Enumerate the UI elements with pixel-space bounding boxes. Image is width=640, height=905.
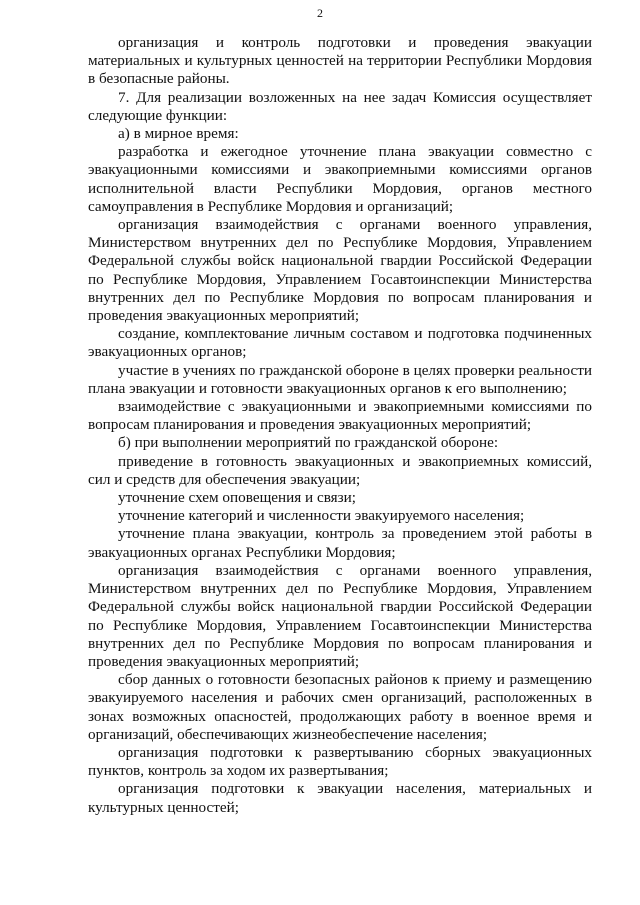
paragraph: организация подготовки к развертыванию сборных эвакуационных пунктов, контроль за ходом их развертывания; [88,743,592,780]
paragraph: организация подготовки к эвакуации населения, материальных и культурных ценностей; [88,780,592,816]
document-body [88,34,592,817]
paragraph: 7. Для реализации возложенных на нее задач Комиссия осуществляет следующие функции: [88,88,592,124]
paragraph: уточнение схем оповещения и связи; [118,489,357,507]
paragraph: взаимодействие с эвакуационными и эвакоприемными комиссиями по вопросам планирования и проведения эвакуационных мероприятий; [88,398,592,434]
paragraph: организация взаимодействия с органами военного управления, Министерством внутренних дел по Республике Мордовия, Управлением Федеральной службы войск национальной гвардии Российской Федерации по Республике Мордовия, Управлением Госавтоинспекции Министерства внутренних дел по Республике Мордовия по вопросам планирования и проведения эвакуационных мероприятий; [88,216,592,325]
paragraph: а) в мирное время: [118,125,239,143]
paragraph: сбор данных о готовности безопасных районов к приему и размещению эвакуируемого населения и рабочих смен организаций, расположенных в зонах возможных опасностей, продолжающих работу в военное время и организаций, обеспечивающих жизнеобеспечение населения; [88,671,592,743]
paragraph: организация и контроль подготовки и проведения эвакуации материальных и культурных ценностей на территории Республики Мордовия в безопасные районы. [88,34,592,88]
paragraph: б) при выполнении мероприятий по гражданской обороне: [118,434,499,452]
paragraph: создание, комплектование личным составом и подготовка подчиненных эвакуационных органов; [88,325,592,361]
paragraph: приведение в готовность эвакуационных и эвакоприемных комиссий, сил и средств для обеспечения эвакуации; [88,452,592,488]
page-number: 2 [317,6,323,20]
paragraph: участие в учениях по гражданской обороне в целях проверки реальности плана эвакуации и готовности эвакуационных органов к его выполнению; [88,361,592,397]
paragraph: разработка и ежегодное уточнение плана эвакуации совместно с эвакуационными комиссиями и эвакоприемными комиссиями органов исполнительной власти Республики Мордовия, органов местного самоуправления в Республике Мордовия и организаций; [88,143,592,215]
paragraph: уточнение плана эвакуации, контроль за проведением этой работы в эвакуационных органах Республики Мордовия; [88,525,592,561]
paragraph: организация взаимодействия с органами военного управления, Министерством внутренних дел по Республике Мордовия, Управлением Федеральной службы войск национальной гвардии Российской Федерации по Республике Мордовия, Управлением Госавтоинспекции Министерства внутренних дел по Республике Мордовия по вопросам планирования и проведения эвакуационных мероприятий; [88,561,592,670]
paragraph: уточнение категорий и численности эвакуируемого населения; [118,507,525,525]
